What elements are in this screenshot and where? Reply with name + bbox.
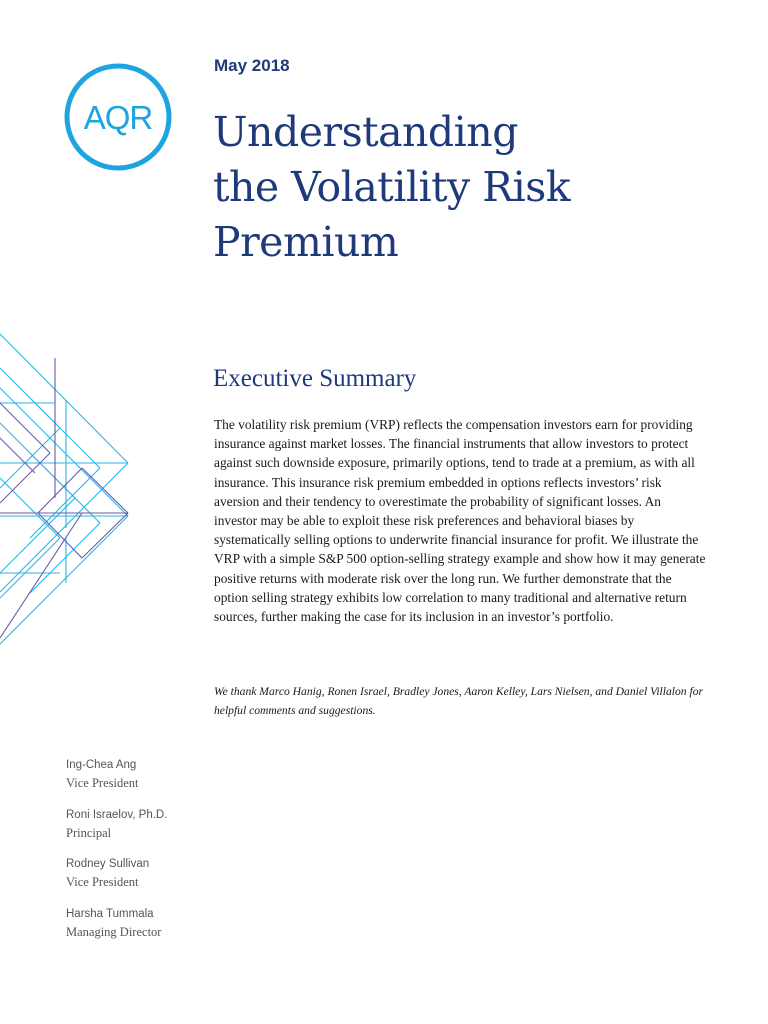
aqr-logo xyxy=(63,62,173,172)
lattice-graphic xyxy=(0,328,132,648)
author-title: Vice President xyxy=(66,776,139,790)
purple-lattice-lines xyxy=(0,358,128,638)
author-name: Harsha Tummala xyxy=(66,907,154,920)
cyan-lattice-lines xyxy=(0,334,128,644)
author-name: Rodney Sullivan xyxy=(66,858,150,870)
author-name: Ing-Chea Ang xyxy=(66,759,137,771)
executive-summary-body: The volatility risk premium (VRP) reflects the compensation investors earn for providing insurance against market losses. The financial instruments that allow investors to protect against such downside exposure, primarily options, tend to trade at a premium, as with all insurance. This insurance risk premium embedded in options reflects investors’ risk aversion and their tendency to overestimate the probability of significant losses. An investor may be able to exploit these risk preferences and behavioral biases by systematically selling options to underwrite financial insurance for profit. We illustrate the VRP with a simple S&P 500 option-selling strategy example and show how it may generate positive returns with moderate risk over the long run. We further demonstrate that the option selling strategy exhibits low correlation to many traditional and alternative return sources, further making the case for its inclusion in an investor’s portfolio. xyxy=(214,417,706,625)
author-title: Managing Director xyxy=(66,924,162,939)
author-title: Vice President xyxy=(66,875,139,889)
publication-date: May 2018 xyxy=(214,56,290,75)
title-line-1: Understanding xyxy=(213,108,518,156)
title-line-2: the Volatility Risk xyxy=(213,163,571,211)
author-title: Principal xyxy=(66,825,112,840)
aqr-logo-icon xyxy=(63,62,173,172)
author-entry xyxy=(66,906,206,956)
acknowledgment-text: We thank Marco Hanig, Ronen Israel, Bradley Jones, Aaron Kelley, Lars Nielsen, and Daniel Villalon for helpful comments and suggestions. xyxy=(214,685,704,717)
author-name: Roni Israelov, Ph.D. xyxy=(66,808,168,821)
author-entry xyxy=(66,807,206,857)
author-entry xyxy=(66,757,206,807)
title-line-3: Premium xyxy=(213,218,399,266)
page-title xyxy=(213,105,713,270)
executive-summary-heading: Executive Summary xyxy=(213,365,417,392)
author-list xyxy=(66,757,206,955)
author-entry xyxy=(66,856,206,906)
decorative-lattice-pattern xyxy=(0,328,132,648)
logo-text: AQR xyxy=(83,99,153,136)
